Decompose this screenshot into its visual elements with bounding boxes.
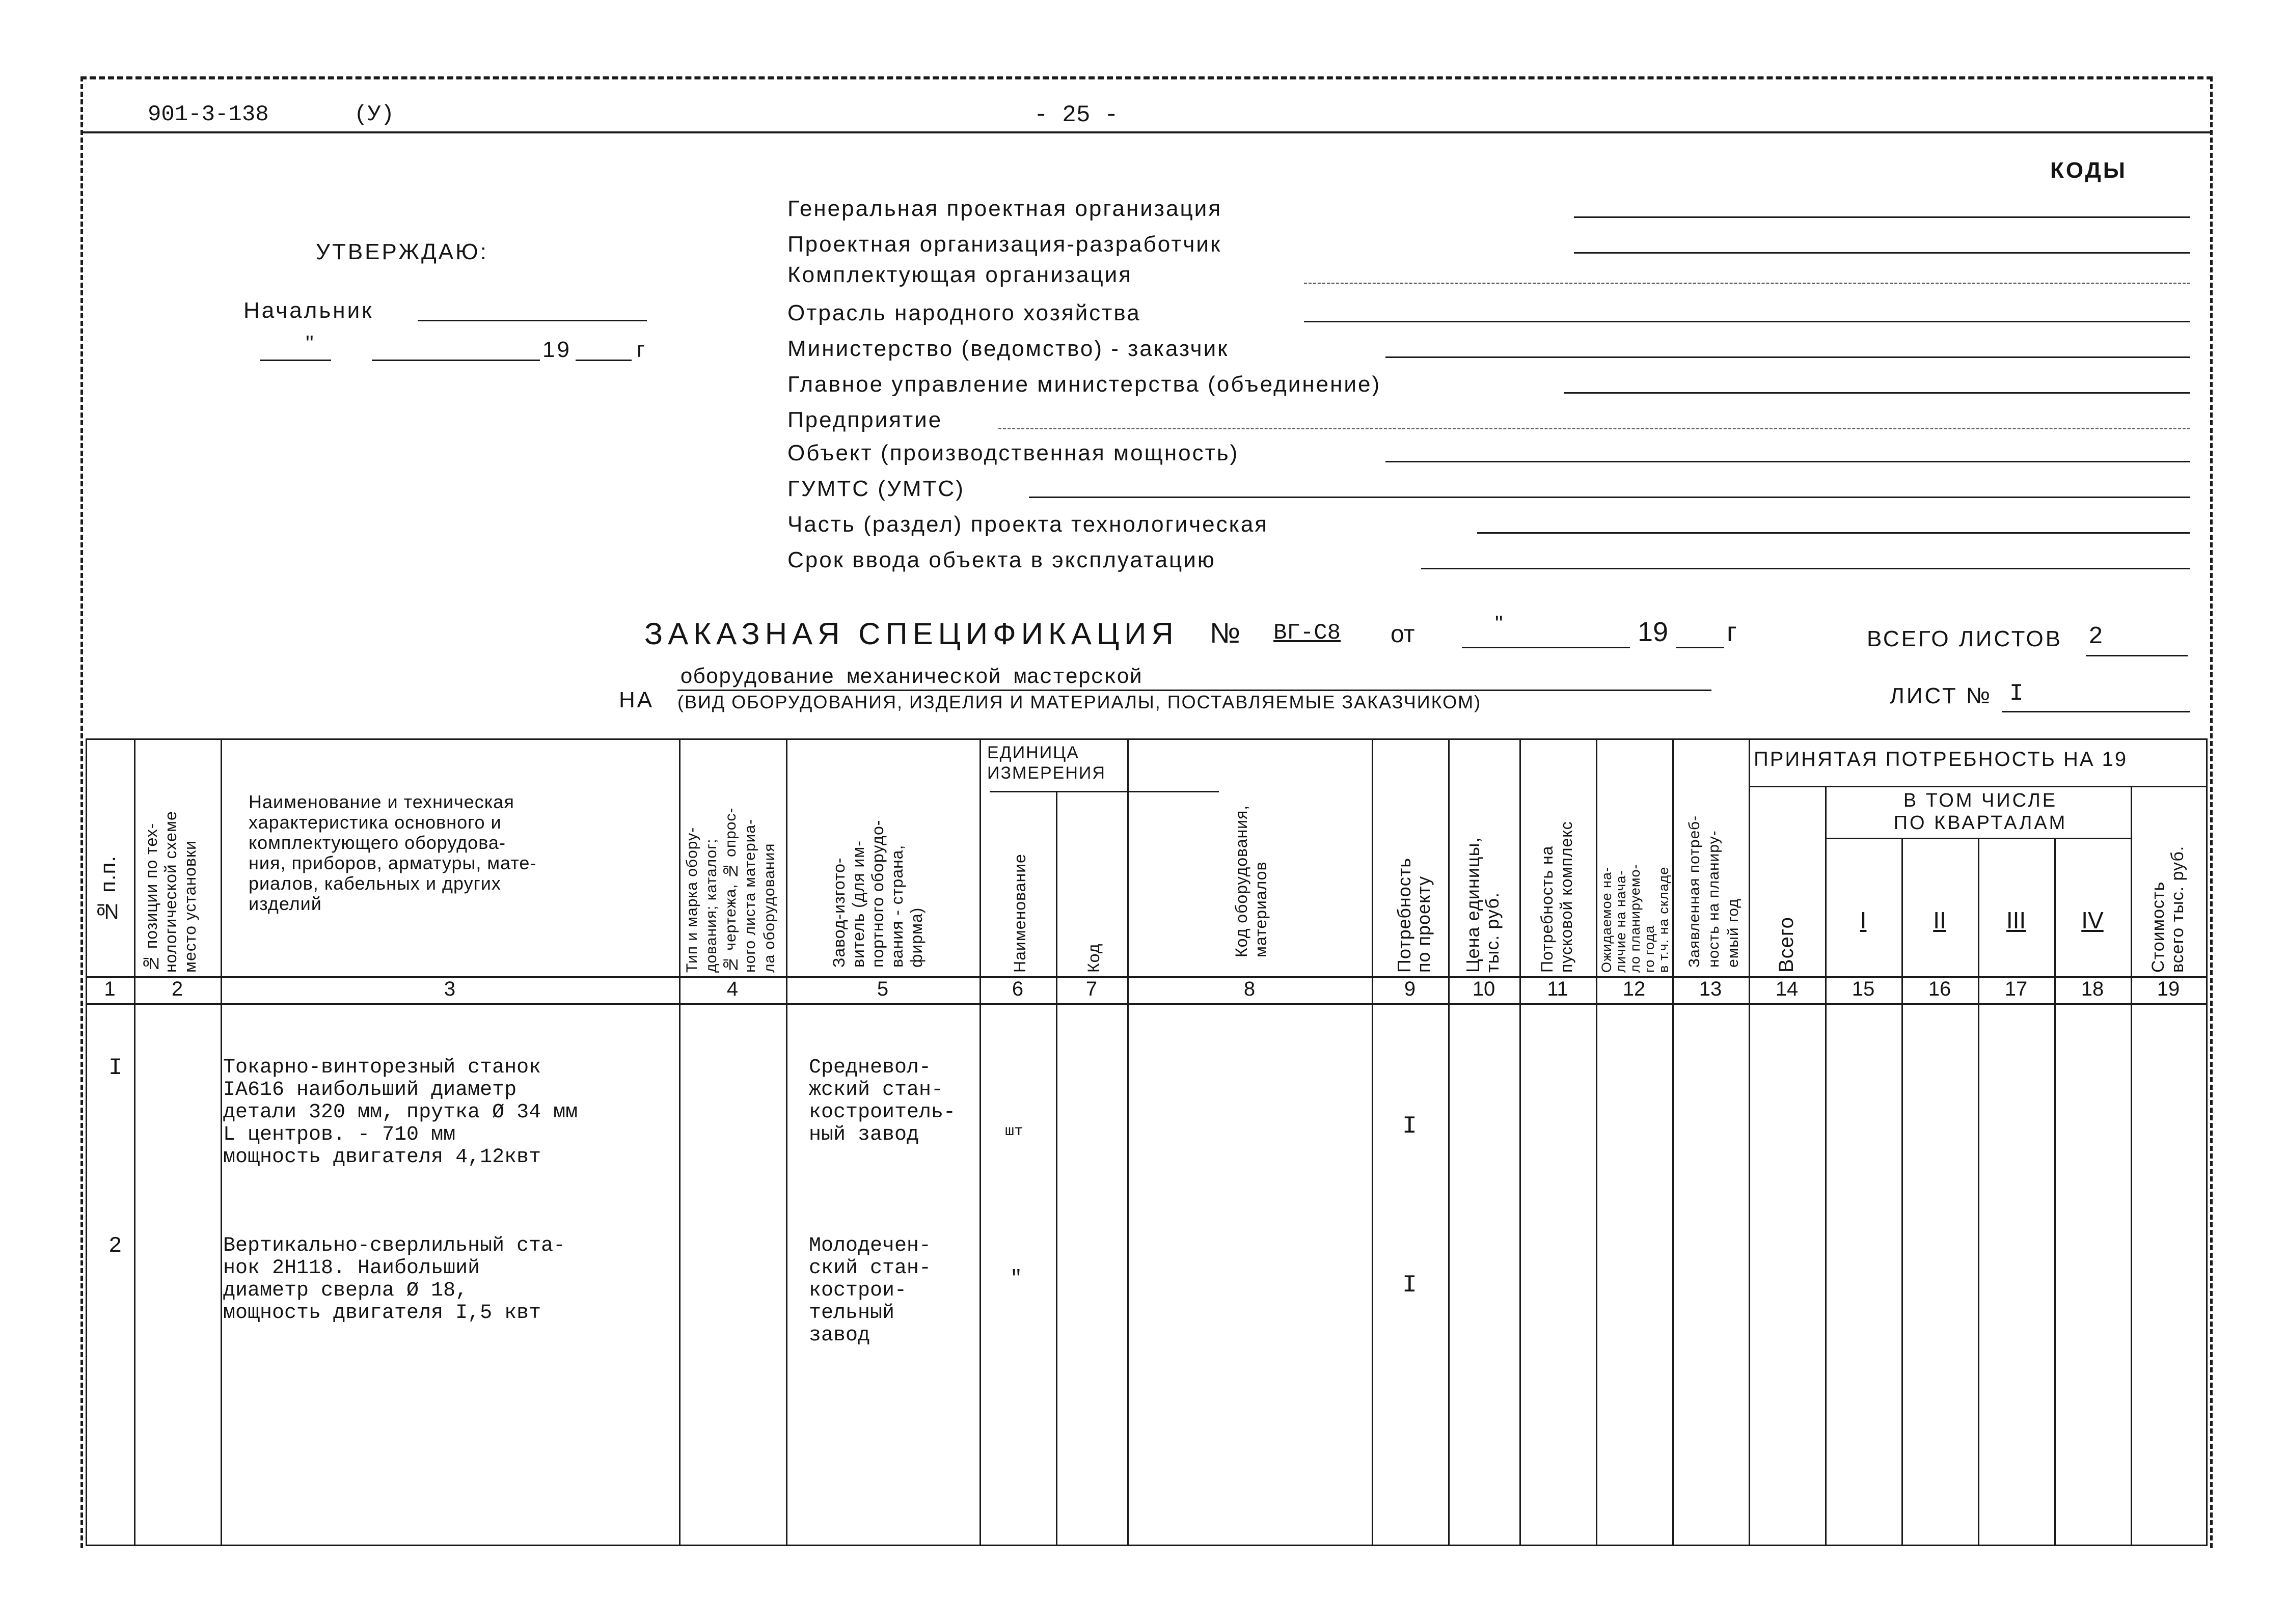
org-enterprise: Предприятие: [787, 407, 943, 432]
colnum-1: 1: [104, 978, 116, 1000]
row2-num: 2: [108, 1233, 122, 1259]
org-gumts: ГУМТС (УМТС): [787, 476, 965, 501]
org-gumts-line: [1029, 497, 2190, 498]
spec-table: [86, 738, 2208, 1546]
header-c9: Потребность по проекту: [1394, 858, 1434, 973]
colnum-5: 5: [877, 978, 889, 1000]
org-enterprise-line: [998, 428, 2190, 429]
row2-unit: ": [1010, 1268, 1023, 1290]
header-c3: Наименование и техническая характеристика основного и комплектующего оборудова- ния, приборов, арматуры, мате- риалов, кабельных и других изделий: [249, 791, 537, 914]
header-accepted-group: ПРИНЯТАЯ ПОТРЕБНОСТЬ НА 19: [1754, 748, 2128, 770]
org-general-line: [1574, 216, 2190, 218]
spec-year-line: [1676, 647, 1724, 648]
header-c4: Тип и марка обору- дования; каталог; № чертежа, № опрос- ного листа материа- ла оборудования: [684, 807, 778, 973]
spec-from-label: от: [1391, 621, 1415, 648]
header-c10: Цена единицы, тыс. руб.: [1462, 837, 1503, 973]
header-c5: Завод-изгото- витель (для им- портного оборудо- вания - страна, фирма): [830, 819, 926, 968]
chief-line: [418, 320, 647, 321]
org-object-line: [1385, 461, 2190, 462]
header-c13: Заявленная потреб- ность на планиру- емый год: [1686, 815, 1741, 968]
header-c18: IV: [2081, 907, 2104, 933]
colnum-16: 16: [1928, 978, 1951, 1000]
table-colnum-bottom: [86, 1003, 2208, 1005]
total-sheets-label: ВСЕГО ЛИСТОВ: [1867, 626, 2063, 651]
sheet-line: [2002, 711, 2190, 712]
total-sheets: 2: [2088, 623, 2103, 651]
org-project-part-line: [1477, 532, 2190, 534]
org-deadline-line: [1421, 568, 2190, 569]
colnum-8: 8: [1243, 978, 1256, 1000]
org-branch: Отрасль народного хозяйства: [787, 300, 1141, 325]
row2-qty: I: [1402, 1272, 1417, 1299]
colnum-19: 19: [2157, 978, 2180, 1000]
spec-na: НА: [619, 687, 655, 712]
colnum-10: 10: [1472, 978, 1495, 1000]
colnum-7: 7: [1085, 978, 1098, 1000]
colnum-12: 12: [1622, 978, 1646, 1000]
header-c14: Всего: [1775, 917, 1798, 973]
header-c8: Код оборудования, материалов: [1232, 805, 1270, 957]
header-rule: [80, 131, 2213, 133]
colnum-14: 14: [1775, 978, 1799, 1000]
row2-name: Вертикально-сверлильный ста- нок 2Н118. Наибольший диаметр сверла Ø 18, мощность двигателя I,5 квт: [223, 1234, 566, 1325]
org-ministry-line: [1385, 356, 2190, 358]
spec-date-line: [1462, 647, 1630, 648]
row1-unit: шт: [1005, 1123, 1024, 1140]
org-branch-line: [1304, 321, 2190, 322]
org-general: Генеральная проектная организация: [787, 196, 1222, 221]
org-object: Объект (производственная мощность): [787, 441, 1239, 465]
colnum-13: 13: [1699, 978, 1722, 1000]
approval-chief: Начальник: [243, 298, 374, 323]
spec-number-label: №: [1210, 617, 1241, 649]
org-main-directorate-line: [1564, 392, 2190, 394]
header-c2: № позиции по тех- нологической схеме место установки: [142, 811, 199, 973]
org-main-directorate: Главное управление министерства (объединение): [787, 372, 1381, 397]
org-complete: Комплектующая организация: [787, 262, 1133, 287]
approval-year: 19: [542, 337, 572, 362]
org-project-part: Часть (раздел) проекта технологическая: [787, 512, 1269, 537]
header-c1: № п.п.: [96, 856, 120, 924]
approval-quote: ": [306, 331, 316, 356]
header-c6: Наименование: [1011, 854, 1029, 973]
table-top-border: [86, 738, 2208, 740]
header-unit-group: ЕДИНИЦА ИЗМЕРЕНИЯ: [987, 743, 1106, 783]
spec-subject-line: [677, 690, 1711, 691]
approval-title: УТВЕРЖДАЮ:: [316, 239, 488, 264]
table-bottom-border: [86, 1545, 2208, 1546]
org-deadline: Срок ввода объекта в эксплуатацию: [787, 547, 1216, 572]
colnum-2: 2: [171, 978, 183, 1000]
org-developer: Проектная организация-разработчик: [787, 232, 1222, 257]
sheet-number: I: [2009, 680, 2024, 707]
total-sheets-line: [2086, 655, 2188, 656]
org-complete-line: [1304, 283, 2190, 284]
header-c11: Потребность на пусковой комплекс: [1538, 821, 1575, 973]
header-c19: Стоимость всего тыс. руб.: [2148, 845, 2187, 973]
spec-year-suffix: г: [1727, 617, 1737, 647]
approval-year-suffix: г: [637, 337, 647, 362]
unit-group-rule: [990, 791, 1219, 792]
spec-number: ВГ-С8: [1273, 620, 1341, 646]
row1-name: Токарно-винторезный станок IA616 наибольший диаметр детали 320 мм, прутка Ø 34 мм L центров. - 710 мм мощность двигателя 4,12квт: [223, 1056, 578, 1169]
colnum-3: 3: [444, 978, 456, 1000]
header-c12: Ожидаемое на- личие на нача- ло планируемо- го года в т.ч. на складе: [1599, 864, 1671, 973]
sheet-label: ЛИСТ №: [1890, 683, 1993, 708]
accepted-group-rule: [1749, 786, 2207, 787]
page-number: - 25 -: [1034, 102, 1119, 128]
row1-num: I: [108, 1055, 123, 1081]
day-line: [260, 360, 331, 361]
header-c17: III: [2006, 907, 2026, 933]
doc-variant: (У): [354, 102, 395, 127]
month-line: [372, 360, 540, 361]
header-quarters-group: В ТОМ ЧИСЛЕ ПО КВАРТАЛАМ: [1893, 790, 2067, 834]
spec-year: 19: [1638, 617, 1669, 647]
org-developer-line: [1574, 252, 2190, 254]
row1-plant: Средневол- жский стан- костроитель- ный завод: [809, 1056, 956, 1146]
colnum-11: 11: [1547, 978, 1568, 1000]
year-line: [576, 360, 632, 361]
spec-subject-caption: (ВИД ОБОРУДОВАНИЯ, ИЗДЕЛИЯ И МАТЕРИАЛЫ, ПОСТАВЛЯЕМЫЕ ЗАКАЗЧИКОМ): [677, 692, 1482, 712]
spec-subject: оборудование механической мастерской: [680, 665, 1142, 690]
spec-title: ЗАКАЗНАЯ СПЕЦИФИКАЦИЯ: [644, 617, 1179, 651]
header-c7: Код: [1084, 943, 1103, 973]
colnum-17: 17: [2004, 978, 2028, 1000]
codes-label: КОДЫ: [2050, 158, 2127, 183]
header-c16: II: [1933, 907, 1946, 933]
header-c15: I: [1860, 907, 1867, 933]
org-ministry: Министерство (ведомство) - заказчик: [787, 336, 1229, 361]
colnum-18: 18: [2081, 978, 2104, 1000]
colnum-9: 9: [1404, 978, 1416, 1000]
colnum-15: 15: [1852, 978, 1875, 1000]
spec-quote: ": [1495, 611, 1503, 636]
colnum-4: 4: [726, 978, 739, 1000]
row2-plant: Молодечен- ский стан- кострои- тельный завод: [809, 1234, 932, 1347]
colnum-6: 6: [1012, 978, 1024, 1000]
row1-qty: I: [1402, 1113, 1417, 1140]
doc-code: 901-3-138: [148, 102, 269, 127]
